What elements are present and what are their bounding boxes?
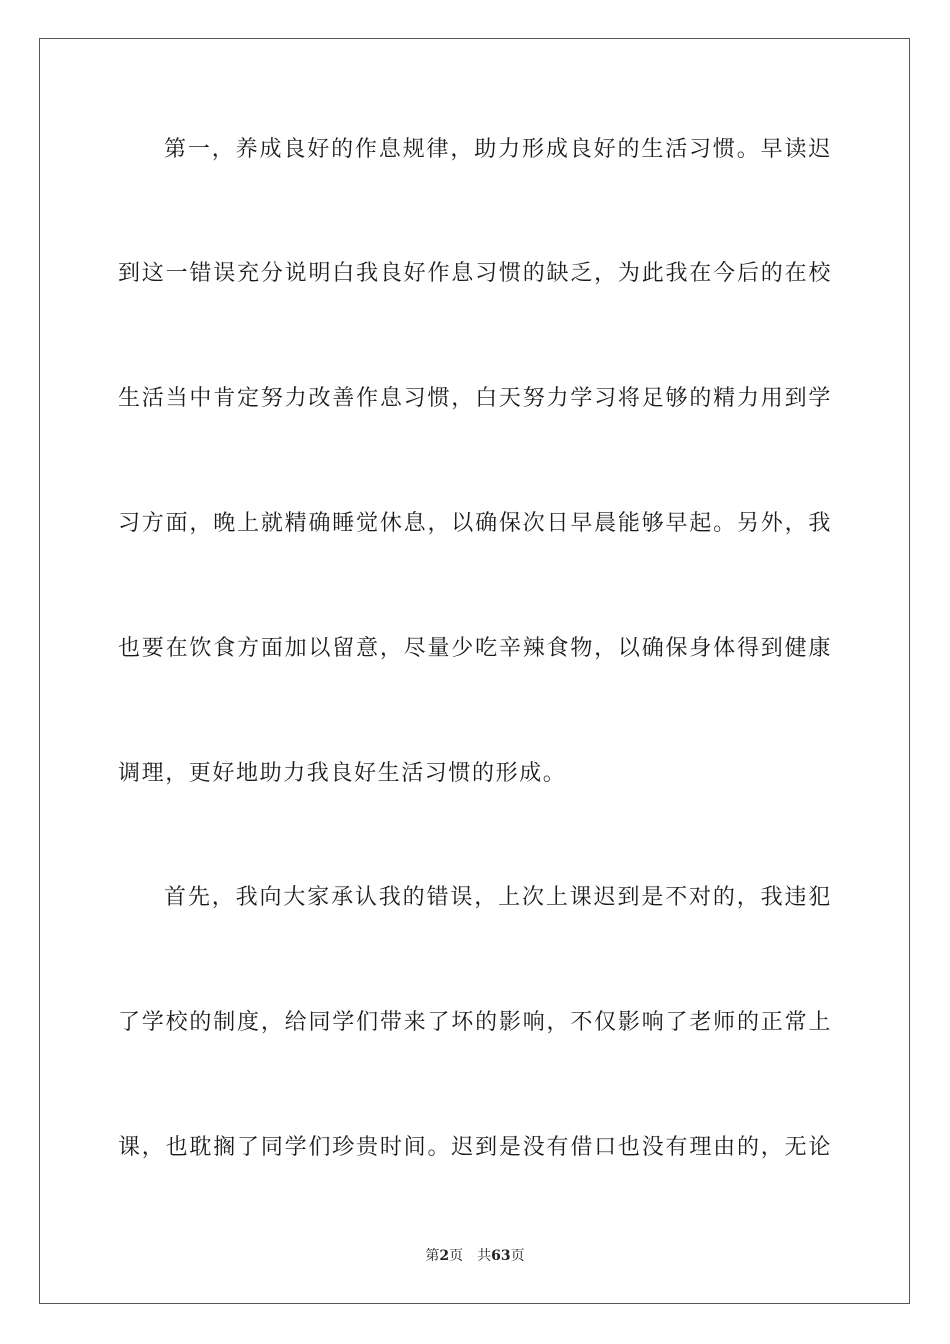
paragraph-1-line-6: 调理，更好地助力我良好生活习惯的形成。	[118, 761, 567, 786]
page-prefix: 第	[425, 1248, 440, 1264]
paragraph-1-line-3: 生活当中肯定努力改善作息习惯，白天努力学习将足够的精力用到学	[118, 386, 832, 411]
total-pages-number: 63	[491, 1248, 511, 1264]
paragraph-2-line-2: 了学校的制度，给同学们带来了坏的影响，不仅影响了老师的正常上	[118, 1010, 832, 1035]
paragraph-2-line-3: 课，也耽搁了同学们珍贵时间。迟到是没有借口也没有理由的，无论	[118, 1135, 832, 1160]
paragraph-1-line-4: 习方面，晚上就精确睡觉休息，以确保次日早晨能够早起。另外，我	[118, 511, 832, 536]
total-prefix: 共	[477, 1248, 492, 1264]
paragraph-1-line-2: 到这一错误充分说明白我良好作息习惯的缺乏，为此我在今后的在校	[118, 261, 832, 286]
total-suffix: 页	[510, 1248, 525, 1264]
paragraph-1-line-5: 也要在饮食方面加以留意，尽量少吃辛辣食物，以确保身体得到健康	[118, 636, 832, 661]
paragraph-2-line-1: 首先，我向大家承认我的错误，上次上课迟到是不对的，我违犯	[164, 885, 832, 910]
current-page-number: 2	[439, 1248, 450, 1264]
page-border	[39, 38, 910, 1304]
page-suffix: 页	[449, 1248, 464, 1264]
paragraph-1-line-1: 第一，养成良好的作息规律，助力形成良好的生活习惯。早读迟	[164, 137, 832, 162]
page-footer	[0, 1246, 950, 1266]
